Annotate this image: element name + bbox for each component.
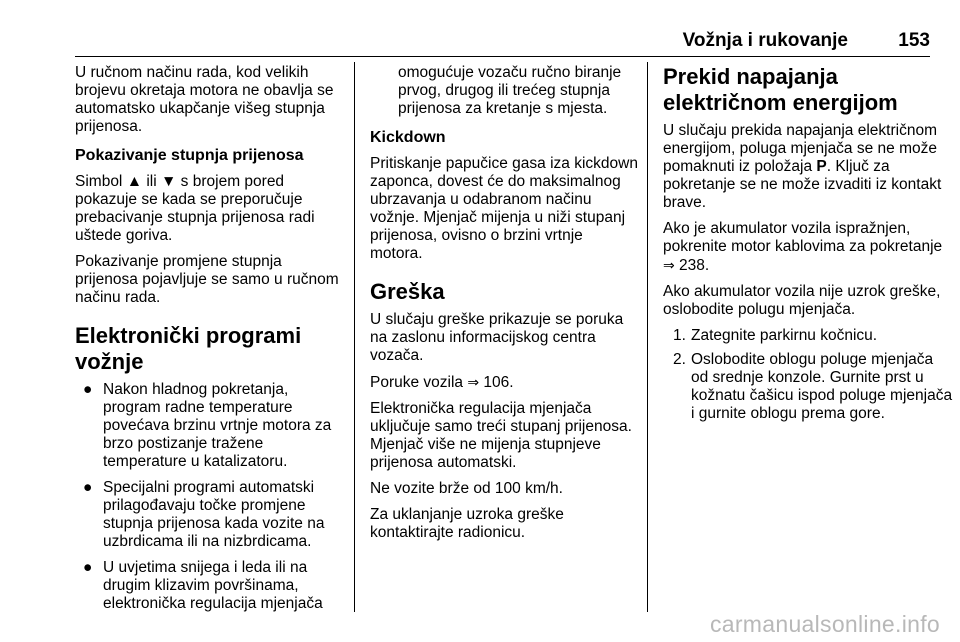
power-failure-paragraph-2: Ako je akumulator vozila ispražnjen, pokrenite motor kablovima za pokretanje ⇒ 238. <box>663 220 943 274</box>
bullet-icon: ● <box>83 381 93 398</box>
triangle-up-icon: ▲ <box>126 173 143 190</box>
page-number: 153 <box>898 30 930 51</box>
column-3 <box>663 64 953 429</box>
reference-arrow-icon: ⇒ <box>663 257 675 273</box>
triangle-down-icon: ▼ <box>161 173 177 190</box>
release-steps-list <box>663 327 953 423</box>
list-item: 1. Zategnite parkirnu kočnicu. <box>673 327 878 344</box>
column-divider-left <box>354 62 355 612</box>
electronic-programs-list <box>75 381 347 613</box>
power-failure-paragraph-1: U slučaju prekida napajanja električnom energijom, poluga mjenjača se ne može pomaknuti iz položaja P. Ključ za pokretanje se ne može izvaditi iz kontakt brave. <box>663 122 942 211</box>
power-failure-paragraph-3: Ako akumulator vozila nije uzrok greške, oslobodite polugu mjenjača. <box>663 283 941 318</box>
list-item: 2. Oslobodite oblogu poluge mjenjača od srednje konzole. Gurnite prst u kožnatu čašicu ispod poluge mjenjača i gurnite oblogu prema gore. <box>673 351 953 422</box>
page-reference-link[interactable]: 238. <box>679 257 710 274</box>
gear-indicator-paragraph-1: Simbol ▲ ili ▼ s brojem pored pokazuje se kada se preporučuje prebacivanje stupnja prijenosa radi uštede goriva. <box>75 173 315 244</box>
fault-paragraph-5: Za uklanjanje uzroka greške kontaktirajte radionicu. <box>370 506 564 541</box>
gear-indicator-heading: Pokazivanje stupnja prijenosa <box>75 147 304 164</box>
power-failure-heading: Prekid napajanja električnom energijom <box>663 64 898 115</box>
gear-indicator-paragraph-2: Pokazivanje promjene stupnja prijenosa pojavljuje se samo u ručnom načinu rada. <box>75 253 339 306</box>
bullet-icon: ● <box>83 479 93 496</box>
fault-paragraph-2: Poruke vozila ⇒ 106. <box>370 374 514 391</box>
electronic-programs-heading: Elektronički programi vožnje <box>75 323 302 374</box>
fault-heading: Greška <box>370 279 445 304</box>
list-item: ● Specijalni programi automatski prilagođavaju točke promjene stupnja prijenosa kada vozite na uzbrdicama ili na nizbrdicama. <box>83 479 325 550</box>
list-item: ● U uvjetima snijega i leda ili na drugim klizavim površinama, elektronička regulacija mjenjača <box>83 559 323 612</box>
page-reference-link[interactable]: 106. <box>483 374 514 391</box>
header-rule <box>75 56 930 57</box>
reference-arrow-icon: ⇒ <box>467 374 480 390</box>
running-header-title: Vožnja i rukovanje <box>682 30 848 51</box>
intro-paragraph: U ručnom načinu rada, kod velikih brojevu okretaja motora ne obavlja se automatsko ukapčanje višeg stupnja prijenosa. <box>75 64 334 135</box>
column-2 <box>370 64 638 550</box>
continued-bullet-text: omogućuje vozaču ručno biranje prvog, drugog ili trećeg stupnja prijenosa za kretanje s mjesta. <box>398 64 622 117</box>
kickdown-paragraph: Pritiskanje papučice gasa iza kickdown zaponca, dovest će do maksimalnog ubrzavanja u odabranom načinu vožnje. Mjenjač mijenja u niži stupanj prijenosa, ovisno o brzini vrtnje motora. <box>370 155 638 262</box>
fault-paragraph-4: Ne vozite brže od 100 km/h. <box>370 480 563 497</box>
bullet-icon: ● <box>83 559 93 576</box>
watermark: carmanualsonline.info <box>709 611 940 637</box>
column-1 <box>75 64 347 621</box>
fault-paragraph-3: Elektronička regulacija mjenjača uključuje samo treći stupanj prijenosa. Mjenjač više ne mijenja stupnjeve prijenosa automatski. <box>370 400 632 471</box>
list-item: ● Nakon hladnog pokretanja, program radne temperature povećava brzinu vrtnje motora za brzo postizanje tražene temperature u katalizatoru. <box>83 381 332 470</box>
fault-paragraph-1: U slučaju greške prikazuje se poruka na zaslonu informacijskog centra vozača. <box>370 311 624 364</box>
park-position-label: P <box>816 158 827 175</box>
column-divider-right <box>647 62 648 612</box>
kickdown-heading: Kickdown <box>370 129 446 146</box>
